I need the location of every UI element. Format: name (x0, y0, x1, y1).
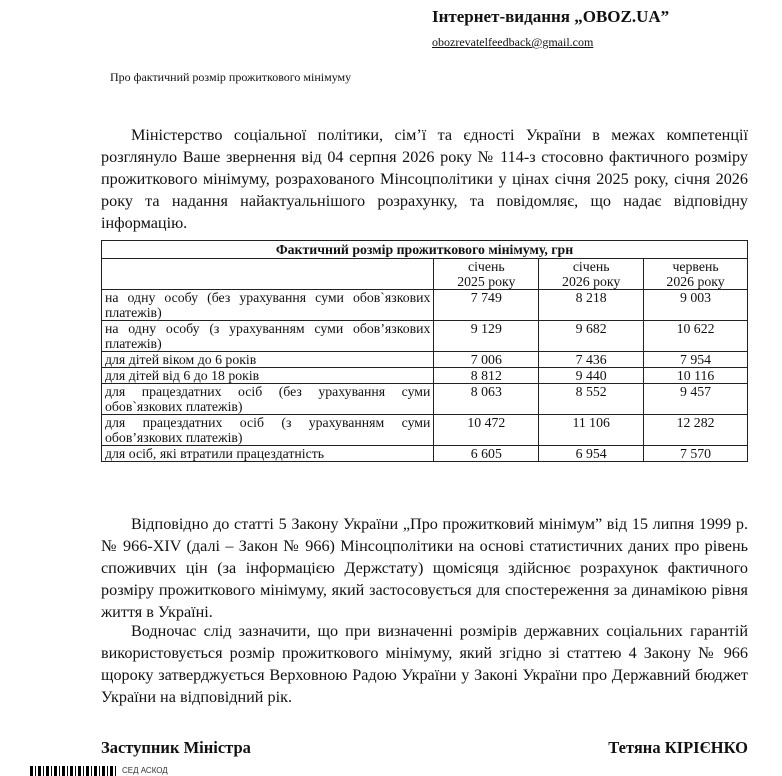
row-label: на одну особу (без урахування суми обов`язкових платежів) (102, 290, 434, 321)
cell-value: 8 218 (539, 290, 644, 321)
cell-value: 9 129 (434, 321, 539, 352)
cell-value: 8 552 (539, 384, 644, 415)
table-row (102, 368, 748, 384)
cell-value: 11 106 (539, 415, 644, 446)
cell-value: 10 622 (644, 321, 748, 352)
recipient-email-link[interactable]: obozrevatelfeedback@gmail.com (432, 35, 594, 49)
cell-value: 9 682 (539, 321, 644, 352)
cell-value: 10 116 (644, 368, 748, 384)
subsistence-minimum-table (101, 240, 748, 462)
cell-value: 7 436 (539, 352, 644, 368)
cell-value: 6 605 (434, 446, 539, 462)
column-header-month: січень (572, 259, 610, 274)
table-header-empty (102, 259, 434, 290)
row-label: для дітей віком до 6 років (102, 352, 434, 368)
row-label: для працездатних осіб (без урахування суми обов`язкових платежів) (102, 384, 434, 415)
row-label: для дітей від 6 до 18 років (102, 368, 434, 384)
paragraph-intro: Міністерство соціальної політики, сім’ї та єдності України в межах компетенції розглянуло Ваше звернення від 04 серпня 2026 року № 114-з стосовно фактичного розміру прожиткового мінімуму, розрахованого Мінсоцполітики у цінах січня 2025 року, січня 2026 року та надання найактуальнішого розрахунку, та повідомляє, що надає відповідну інформацію. (101, 126, 748, 232)
column-header (434, 259, 539, 290)
recipient-name: Інтернет-видання „OBOZ.UA” (432, 7, 670, 26)
cell-value: 10 472 (434, 415, 539, 446)
column-header-month: січень (467, 259, 505, 274)
table-caption-row (102, 241, 748, 259)
table-row (102, 446, 748, 462)
cell-value: 8 063 (434, 384, 539, 415)
cell-value: 9 457 (644, 384, 748, 415)
paragraph-legal-basis: Відповідно до статті 5 Закону України „Про прожитковий мінімум” від 15 липня 1999 р. № 966-XIV (далі – Закон № 966) Мінсоцполітики на основі статистичних даних про рівень споживчих цін (за інформацією Держстату) щомісяця здійснює розрахунок фактичного розміру прожиткового мінімуму, який застосовується для спостереження за динамікою рівня життя в Україні. (101, 515, 748, 621)
table-caption: Фактичний розмір прожиткового мінімуму, грн (102, 241, 748, 259)
cell-value: 8 812 (434, 368, 539, 384)
table-row (102, 352, 748, 368)
row-label: для працездатних осіб (з урахуванням суми обов’язкових платежів) (102, 415, 434, 446)
cell-value: 7 570 (644, 446, 748, 462)
row-label: для осіб, які втратили працездатність (102, 446, 434, 462)
cell-value: 9 440 (539, 368, 644, 384)
column-header (539, 259, 644, 290)
cell-value: 12 282 (644, 415, 748, 446)
column-header-year: 2025 року (457, 274, 516, 289)
signatory-name: Тетяна КІРІЄНКО (608, 738, 748, 757)
table-header-row (102, 259, 748, 290)
table-row (102, 384, 748, 415)
cell-value: 7 006 (434, 352, 539, 368)
table-row (102, 290, 748, 321)
cell-value: 9 003 (644, 290, 748, 321)
paragraph-note: Водночас слід зазначити, що при визначенні розмірів державних соціальних гарантій використовується розмір прожиткового мінімуму, який згідно зі статтею 4 Закону № 966 щороку затверджується Верховною Радою України у Законі України про Державний бюджет України на відповідний рік. (101, 622, 748, 706)
column-header-year: 2026 року (562, 274, 621, 289)
cell-value: 7 749 (434, 290, 539, 321)
column-header (644, 259, 748, 290)
qr-code-icon (30, 766, 116, 776)
column-header-month: червень (672, 259, 719, 274)
recipient-block (432, 6, 762, 50)
cell-value: 6 954 (539, 446, 644, 462)
cell-value: 7 954 (644, 352, 748, 368)
table-row (102, 415, 748, 446)
letter-subject: Про фактичний розмір прожиткового мінімуму (110, 70, 352, 84)
document-system-label: СЕД АСКОД (122, 766, 168, 775)
table-row (102, 321, 748, 352)
column-header-year: 2026 року (666, 274, 725, 289)
row-label: на одну особу (з урахуванням суми обов’язкових платежів) (102, 321, 434, 352)
signatory-title: Заступник Міністра (101, 738, 251, 757)
